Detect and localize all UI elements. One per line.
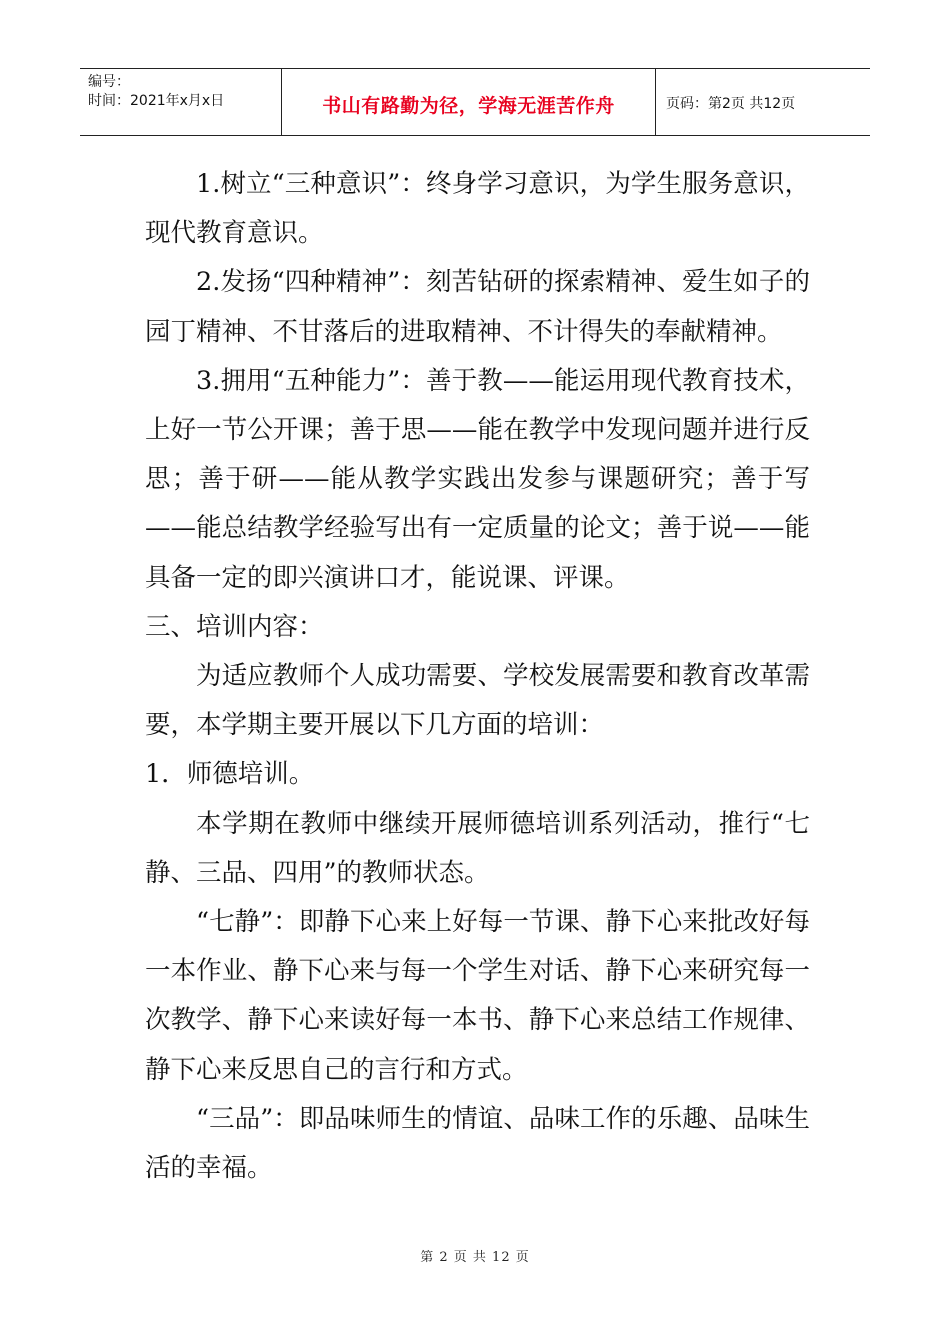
paragraph: 本学期在教师中继续开展师德培训系列活动，推行“七静、三品、四用”的教师状态。 xyxy=(145,808,810,888)
paragraph: 为适应教师个人成功需要、学校发展需要和教育改革需要，本学期主要开展以下几方面的培训： xyxy=(145,661,810,741)
page-footer: 第 2 页 共 12 页 xyxy=(420,1250,530,1265)
paragraph: 1.树立“三种意识”：终身学习意识，为学生服务意识，现代教育意识。 xyxy=(145,169,810,249)
header-page-info-cell xyxy=(656,69,870,135)
subsection-heading: 1．师德培训。 xyxy=(145,759,315,790)
document-body xyxy=(145,160,810,1193)
document-number-label: 编号： xyxy=(88,74,130,90)
paragraph: “三品”：即品味师生的情谊、品味工作的乐趣、品味生活的幸福。 xyxy=(145,1103,810,1184)
paragraph: 3.拥用“五种能力”：善于教——能运用现代教育技术，上好一节公开课；善于思——能在教学中发现问题并进行反思；善于研——能从教学实践出发参与课题研究；善于写——能总结教学经验写出有一定质量的论文；善于说——能具备一定的即兴演讲口才，能说课、评课。 xyxy=(145,365,810,593)
paragraph: 2.发扬“四种精神”：刻苦钻研的探索精神、爱生如子的园丁精神、不甘落后的进取精神、不计得失的奉献精神。 xyxy=(145,267,810,347)
header-motto: 书山有路勤为径，学海无涯苦作舟 xyxy=(322,94,615,117)
paragraph: “七静”：即静下心来上好每一节课、静下心来批改好每一本作业、静下心来与每一个学生对话、静下心来研究每一次教学、静下心来读好每一本书、静下心来总结工作规律、静下心来反思自己的言行和方式。 xyxy=(145,907,810,1085)
header-motto-cell xyxy=(282,69,656,135)
header-page-info: 页码：第2页 共12页 xyxy=(666,96,796,112)
section-heading: 三、培训内容： xyxy=(145,611,324,642)
page-header xyxy=(80,68,870,136)
document-date: 时间：2021年x月x日 xyxy=(88,93,225,109)
header-meta xyxy=(80,69,282,135)
